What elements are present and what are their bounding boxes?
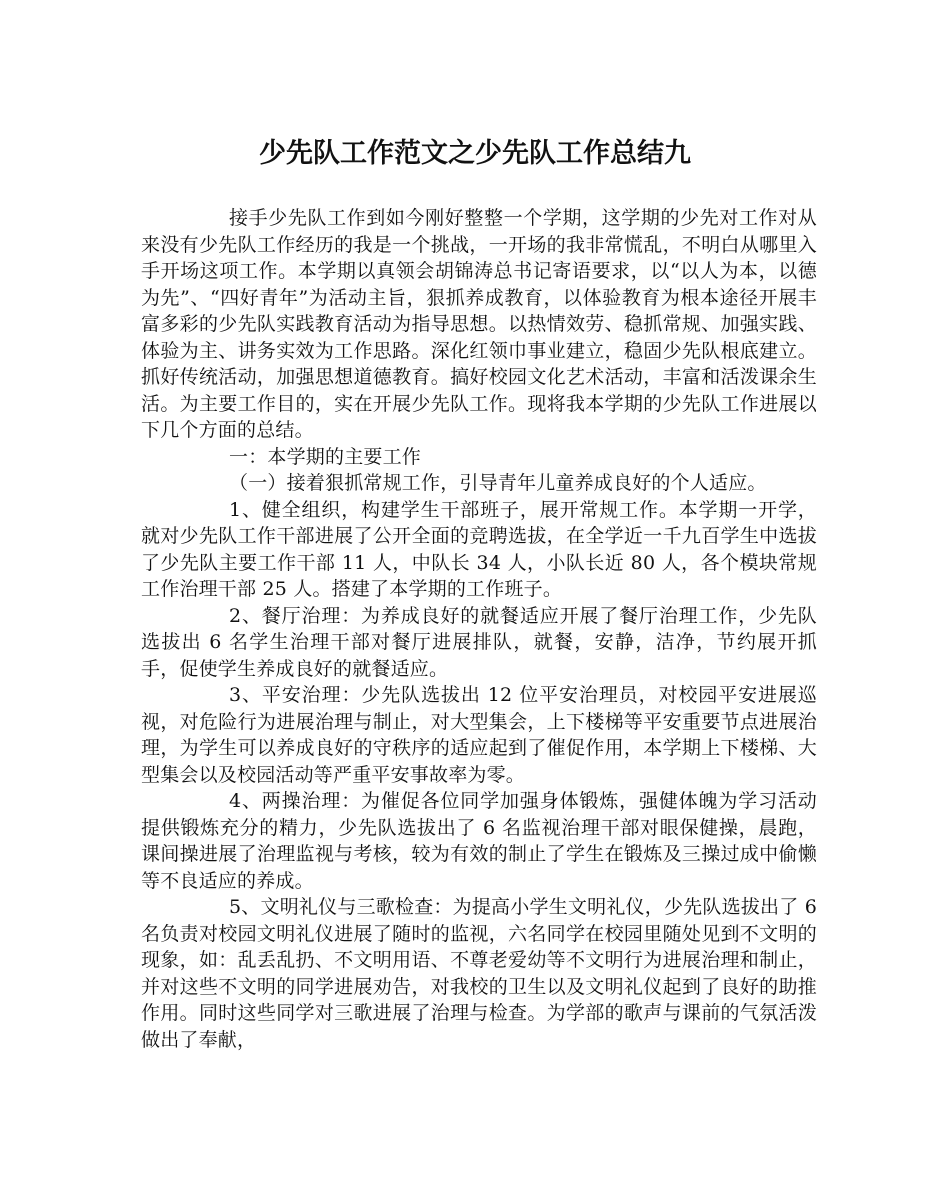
document-title: 少先队工作范文之少先队工作总结九 (259, 138, 691, 169)
paragraph-item-5: 5、文明礼仪与三歌检查：为提高小学生文明礼仪，少先队选拔出了 6 名负责对校园文明礼仪进展了随时的监视，六名同学在校园里随处见到不文明的现象，如：乱丢乱扔、不文明用语、不尊老爱幼等不文明行为进展治理和制止，并对这些不文明的同学进展劝告，对我校的卫生以及文明礼仪起到了良好的助推作用。同时这些同学对三歌进展了治理与检查。为学部的歌声与课前的气氛活泼做出了奉献， (141, 896, 817, 1051)
subsection-heading: （一）接着狠抓常规工作，引导青年儿童养成良好的个人适应。 (229, 472, 767, 494)
paragraph-intro: 接手少先队工作到如今刚好整整一个学期，这学期的少先对工作对从来没有少先队工作经历的我是一个挑战，一开场的我非常慌乱，不明白从哪里入手开场这项工作。本学期以真领会胡锦涛总书记寄语要求，以“以人为本，以德为先”、“四好青年”为活动主旨，狠抓养成教育，以体验教育为根本途径开展丰富多彩的少先队实践教育活动为指导思想。以热情效劳、稳抓常规、加强实践、体验为主、讲务实效为工作思路。深化红领巾事业建立，稳固少先队根底建立。抓好传统活动，加强思想道德教育。搞好校园文化艺术活动，丰富和活泼课余生活。为主要工作目的，实在开展少先队工作。现将我本学期的少先队工作进展以下几个方面的总结。 (141, 207, 817, 441)
paragraph-item-2: 2、餐厅治理：为养成良好的就餐适应开展了餐厅治理工作，少先队选拔出 6 名学生治理干部对餐厅进展排队，就餐，安静，洁净，节约展开抓手，促使学生养成良好的就餐适应。 (141, 604, 817, 680)
paragraph-item-1: 1、健全组织，构建学生干部班子，展开常规工作。本学期一开学，就对少先队工作干部进展了公开全面的竞聘选拔，在全学近一千九百学生中选拔了少先队主要工作干部 11 人，中队长 34 人，小队长近 80 人，各个模块常规工作治理干部 25 人。搭建了本学期的工作班子。 (141, 498, 817, 600)
section-heading: 一：本学期的主要工作 (229, 445, 422, 468)
paragraph-item-3: 3、平安治理：少先队选拔出 12 位平安治理员，对校园平安进展巡视，对危险行为进展治理与制止，对大型集会，上下楼梯等平安重要节点进展治理，为学生可以养成良好的守秩序的适应起到了催促作用，本学期上下楼梯、大型集会以及校园活动等严重平安事故率为零。 (141, 684, 817, 786)
document-body (141, 205, 817, 1053)
paragraph-item-4: 4、两操治理：为催促各位同学加强身体锻炼，强健体魄为学习活动提供锻炼充分的精力，少先队选拔出了 6 名监视治理干部对眼保健操，晨跑，课间操进展了治理监视与考核，较为有效的制止了学生在锻炼及三操过成中偷懒等不良适应的养成。 (141, 790, 817, 892)
